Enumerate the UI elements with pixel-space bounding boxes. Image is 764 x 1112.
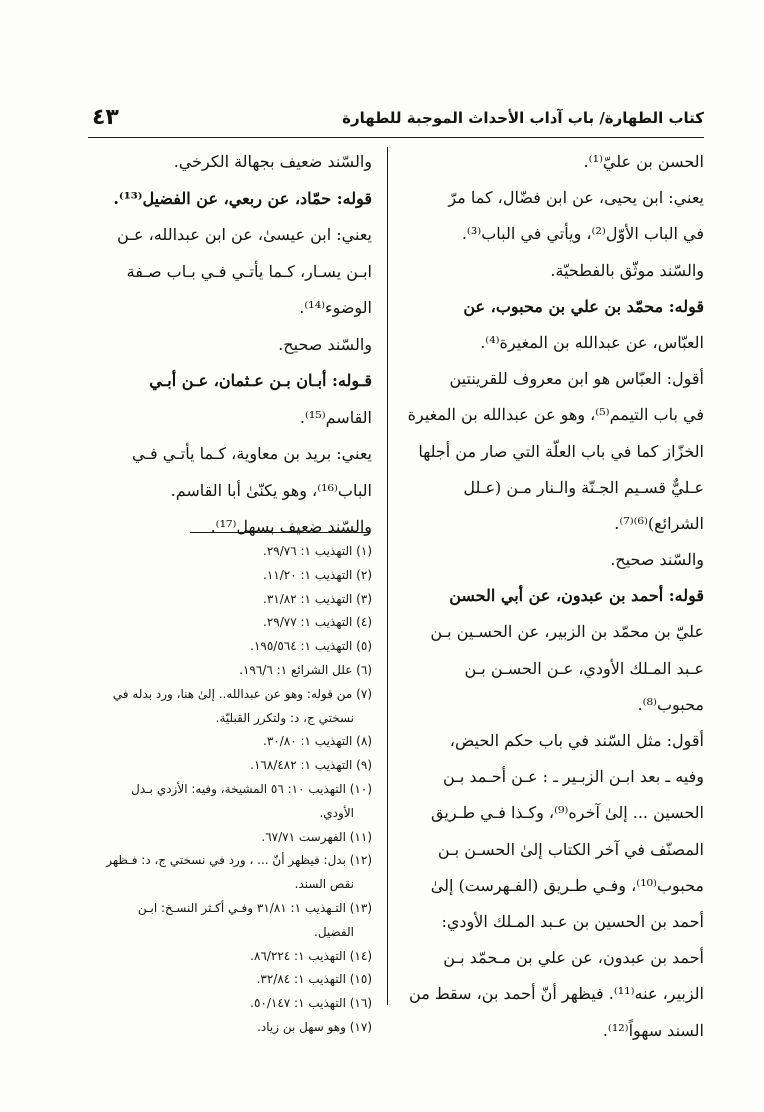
text-line: والسّند صحيح. — [610, 550, 704, 570]
page-number: ٤٣ — [92, 105, 119, 130]
text-line: والسّند ضعيف بسهل⁽¹⁷⁾. — [210, 517, 372, 536]
text-line: محبوب⁽¹⁰⁾، وفـي طـريق (الفـهرست) إلىٰ — [430, 875, 704, 895]
footnote-line: (١٠) التهذيب ١٠: ٥٦ المشيخة، وفيه: الأزدي بـدل — [131, 781, 372, 796]
footnote-line: (١٣) التـهذيب ١: ٣١/٨١ وفـي أكـثر النسـخ: ابـن — [137, 900, 372, 915]
footnote-line: (١٢) بدل: فيظهر أنّ ... ، ورد في نسختي ج، د: فـظهر — [106, 853, 372, 868]
footnote-line: (١) التهذيب ١: ٢٩/٧٦. — [263, 544, 372, 558]
text-line: أقول: العبّاس هو ابن معروف للقرينتين — [449, 369, 704, 389]
column-divider — [387, 147, 388, 1005]
running-head: كتاب الطهارة/ باب آداب الأحداث الموجبة للطهارة — [342, 109, 704, 127]
text-line: الحسين ... إلىٰ آخره⁽⁹⁾، وكـذا فـي طـريق — [431, 803, 704, 823]
text-line: وفيه ـ بعد ابـن الزبـير ـ : عـن أحـمد بـن — [442, 767, 704, 787]
text-line: القاسم⁽¹⁵⁾. — [299, 407, 372, 427]
footnote-line: (٨) التهذيب ١: ٣٠/٨٠. — [263, 734, 372, 749]
text-line: قوله: أحمد بن عبدون، عن أبي الحسن — [449, 586, 704, 606]
footnote-line: نقص السند. — [294, 877, 354, 892]
footnote-line: (٧) من قوله: وهو عن عبدالله.. إلىٰ هنا، ورد بدله في — [112, 686, 372, 701]
footnote-line: (٣) التهذيب ١: ٣١/٨٢. — [263, 591, 372, 606]
text-line: في الباب الأوّل⁽²⁾، ويأتي في الباب⁽³⁾. — [461, 224, 704, 244]
text-line: والسّند صحيح. — [278, 334, 372, 354]
footnotes — [86, 540, 372, 1040]
footnote-line: (٩) التهذيب ١: ١٦٨/٤٨٢. — [250, 758, 372, 773]
text-line: الوضوء⁽¹⁴⁾. — [299, 298, 372, 317]
text-line: عـبد المـلك الأودي، عـن الحسـن بـن — [464, 658, 704, 678]
text-line: قوله: حمّاد، عن ربعي، عن الفضيل⁽¹³⁾. — [113, 188, 372, 208]
text-line: يعني: بريد بن معاوية، كـما يأتـي فـي — [132, 444, 372, 463]
text-line: والسّند ضعيف بجهالة الكرخي. — [173, 152, 372, 171]
text-line: يعني: ابن عيسىٰ، عن ابن عبدالله، عـن — [117, 225, 372, 244]
text-line: الحسن بن عليّ⁽¹⁾. — [583, 152, 704, 171]
footnote-line: (١١) الفهرست ٦٧/٧١. — [261, 829, 372, 844]
text-line: قوله: محمّد بن علي بن محبوب، عن — [463, 296, 704, 316]
text-line: أقول: مثل السّند في باب حكم الحيض، — [449, 731, 704, 750]
text-line: عليّ بن محمّد بن الزبير، عن الحسـين بـن — [430, 622, 704, 642]
footnote-line: (١٥) التهذيب ١: ٣٢/٨٤. — [256, 972, 372, 987]
text-line: أحمد بن الحسين بن عـبد المـلك الأودي: — [441, 911, 704, 931]
text-line: أحمد بن عبدون، عن علي بن مـحمّد بـن — [443, 948, 704, 968]
text-line: المصنّف في آخر الكتاب إلىٰ الحسـن بـن — [437, 839, 704, 859]
left-text-column — [86, 144, 372, 546]
footnote-line: نسختي ج، د: ولتكرر القبليّة. — [215, 710, 354, 725]
text-line: محبوب⁽⁸⁾. — [637, 694, 704, 714]
footnote-line: (٢) التهذيب ١: ١١/٢٠. — [263, 567, 372, 582]
text-line: الباب⁽¹⁶⁾، وهو يكنّىٰ أبا القاسم. — [170, 480, 372, 500]
text-line: الخزّاز كما في باب العلّة التي صار من أجلها — [418, 441, 704, 461]
text-line: عـليٌّ قسـيم الجـنّة والـنار مـن (عـلل — [463, 477, 704, 497]
footnote-line: الفضيل. — [314, 924, 354, 939]
footnote-line: (١٦) التهذيب ١: ٥٠/١٤٧. — [250, 996, 372, 1011]
footnote-line: (١٧) وهو سهل بن زياد. — [257, 1019, 372, 1034]
footnote-line: (٤) التهذيب ١: ٢٩/٧٧. — [263, 615, 372, 630]
text-line: قـوله: أبـان بـن عـثمان، عـن أبـي — [149, 371, 372, 390]
page-header — [88, 103, 704, 138]
footnote-line: (٥) التهذيب ١: ١٩٥/٥٦٤. — [250, 639, 372, 654]
text-line: الشرائع)⁽⁶⁾⁽⁷⁾. — [614, 513, 704, 533]
text-line: السند سهواً⁽¹²⁾. — [602, 1020, 704, 1040]
text-line: في باب التيمم⁽⁵⁾، وهو عن عبدالله بن المغيرة — [407, 405, 704, 425]
footnote-line: (١٤) التهذيب ١: ٨٦/٢٢٤. — [250, 948, 372, 963]
text-line: الزبير، عنه⁽¹¹⁾. فيظهر أنّ أحمد بن، سقط من — [409, 984, 704, 1004]
text-line: العبّاس، عن عبدالله بن المغيرة⁽⁴⁾. — [480, 332, 704, 352]
footnote-rule — [190, 532, 370, 533]
text-line: يعني: ابن يحيى، عن ابن فضّال، كما مرّ — [448, 188, 704, 208]
text-line: ابـن يسـار، كـما يأتـي فـي بـاب صـفة — [126, 261, 372, 281]
footnote-line: (٦) علل الشرائع ١: ١٩٦/٦. — [239, 662, 372, 677]
right-text-column — [398, 144, 704, 1049]
footnote-line: الأودي. — [319, 805, 354, 820]
text-line: والسّند موثّق بالفطحيّة. — [550, 260, 704, 280]
